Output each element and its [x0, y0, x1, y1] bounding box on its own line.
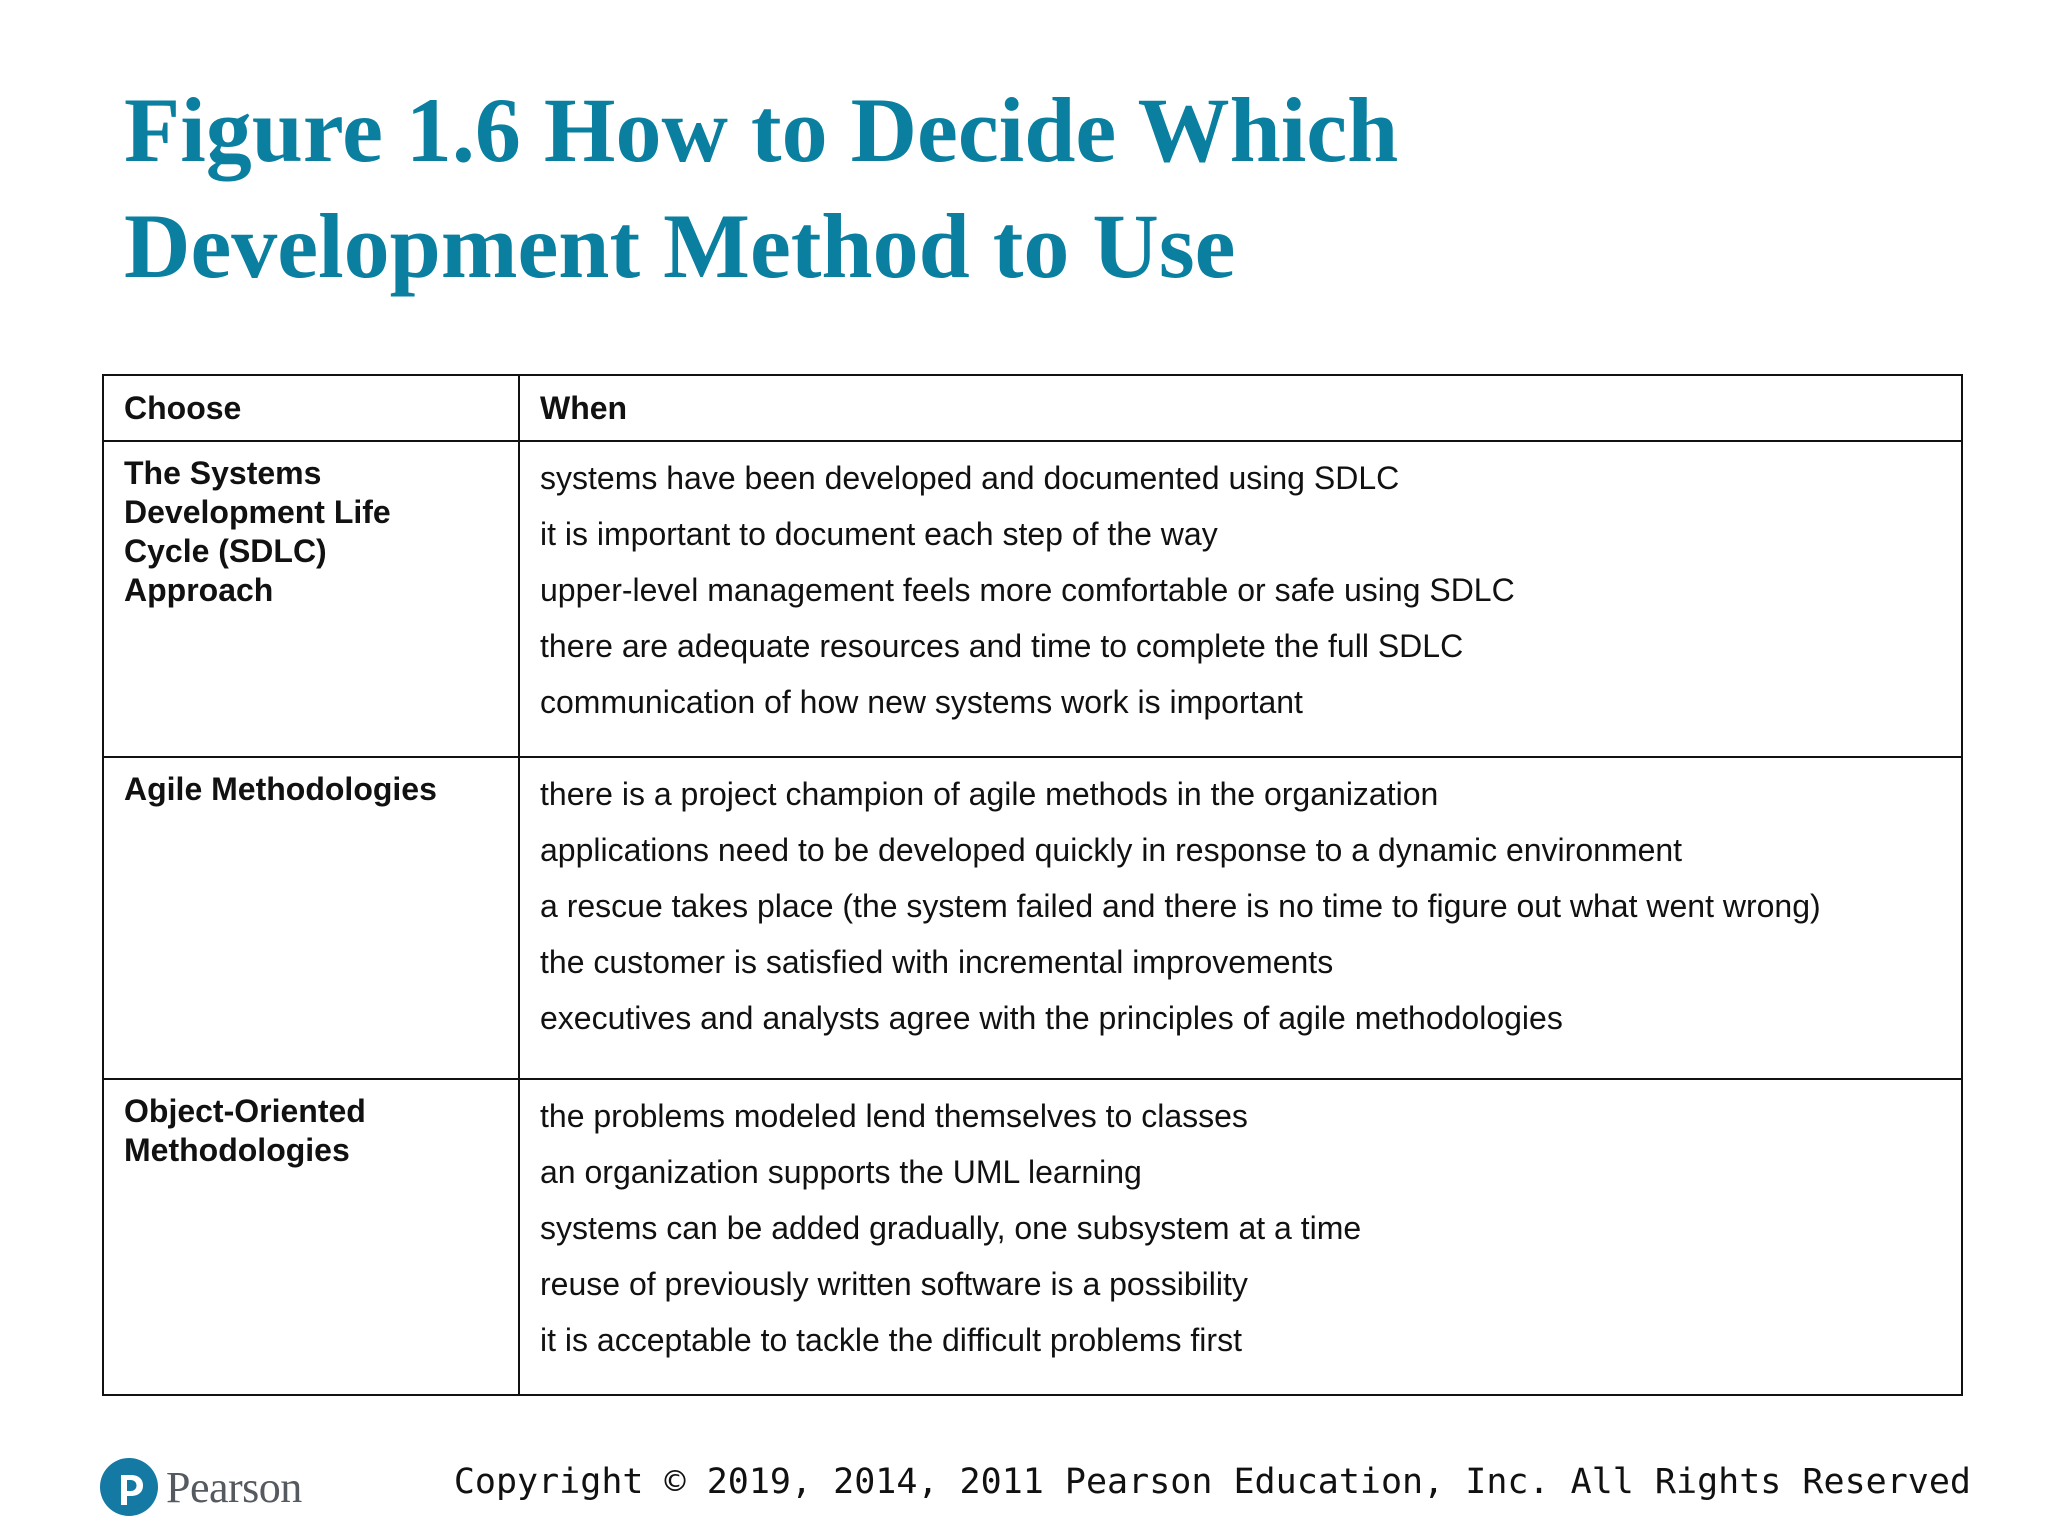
criteria-list-agile [519, 757, 1962, 1079]
criterion-item: it is important to document each step of the way [540, 516, 1218, 552]
criterion-item: there are adequate resources and time to complete the full SDLC [540, 628, 1464, 664]
table-row-agile [103, 757, 1962, 1079]
criterion-item: communication of how new systems work is important [540, 684, 1303, 720]
table-row-sdlc [103, 441, 1962, 757]
method-name-line: Agile Methodologies [124, 771, 437, 807]
criteria-list-object-oriented [519, 1079, 1962, 1395]
criterion-item: there is a project champion of agile methods in the organization [540, 776, 1439, 812]
pearson-logo-icon [100, 1458, 158, 1516]
slide-title-line-2: Development Method to Use [124, 195, 1236, 297]
pearson-logo [100, 1456, 302, 1518]
method-name-agile [103, 757, 519, 1079]
criterion-item: systems can be added gradually, one subsystem at a time [540, 1210, 1362, 1246]
table-row-object-oriented [103, 1079, 1962, 1395]
copyright-notice: Copyright © 2019, 2014, 2011 Pearson Education, Inc. All Rights Reserved [453, 1462, 1971, 1502]
method-name-line: Approach [124, 572, 274, 608]
criterion-item: upper-level management feels more comfortable or safe using SDLC [540, 572, 1515, 608]
method-name-line: Methodologies [124, 1132, 350, 1168]
criterion-item: a rescue takes place (the system failed and there is no time to figure out what went wrong) [540, 888, 1821, 924]
method-name-object-oriented [103, 1079, 519, 1395]
criteria-list-sdlc [519, 441, 1962, 757]
table-header-row [103, 375, 1962, 441]
slide-title-line-1: Figure 1.6 How to Decide Which [124, 79, 1399, 181]
column-header-when: When [519, 375, 1962, 441]
column-header-choose: Choose [103, 375, 519, 441]
criterion-item: systems have been developed and documented using SDLC [540, 460, 1400, 496]
method-name-line: Object-Oriented [124, 1093, 366, 1129]
criterion-item: reuse of previously written software is a possibility [540, 1266, 1248, 1302]
criterion-item: the problems modeled lend themselves to classes [540, 1098, 1248, 1134]
method-name-line: Development Life [124, 494, 391, 530]
method-name-sdlc [103, 441, 519, 757]
slide-title [124, 72, 1924, 304]
criterion-item: the customer is satisfied with incremental improvements [540, 944, 1334, 980]
method-name-line: Cycle (SDLC) [124, 533, 327, 569]
pearson-wordmark: Pearson [166, 1462, 302, 1512]
method-name-line: The Systems [124, 455, 322, 491]
criterion-item: executives and analysts agree with the principles of agile methodologies [540, 1000, 1563, 1036]
criterion-item: applications need to be developed quickly in response to a dynamic environment [540, 832, 1683, 868]
criterion-item: it is acceptable to tackle the difficult problems first [540, 1322, 1242, 1358]
method-decision-table [102, 374, 1963, 1396]
criterion-item: an organization supports the UML learning [540, 1154, 1142, 1190]
